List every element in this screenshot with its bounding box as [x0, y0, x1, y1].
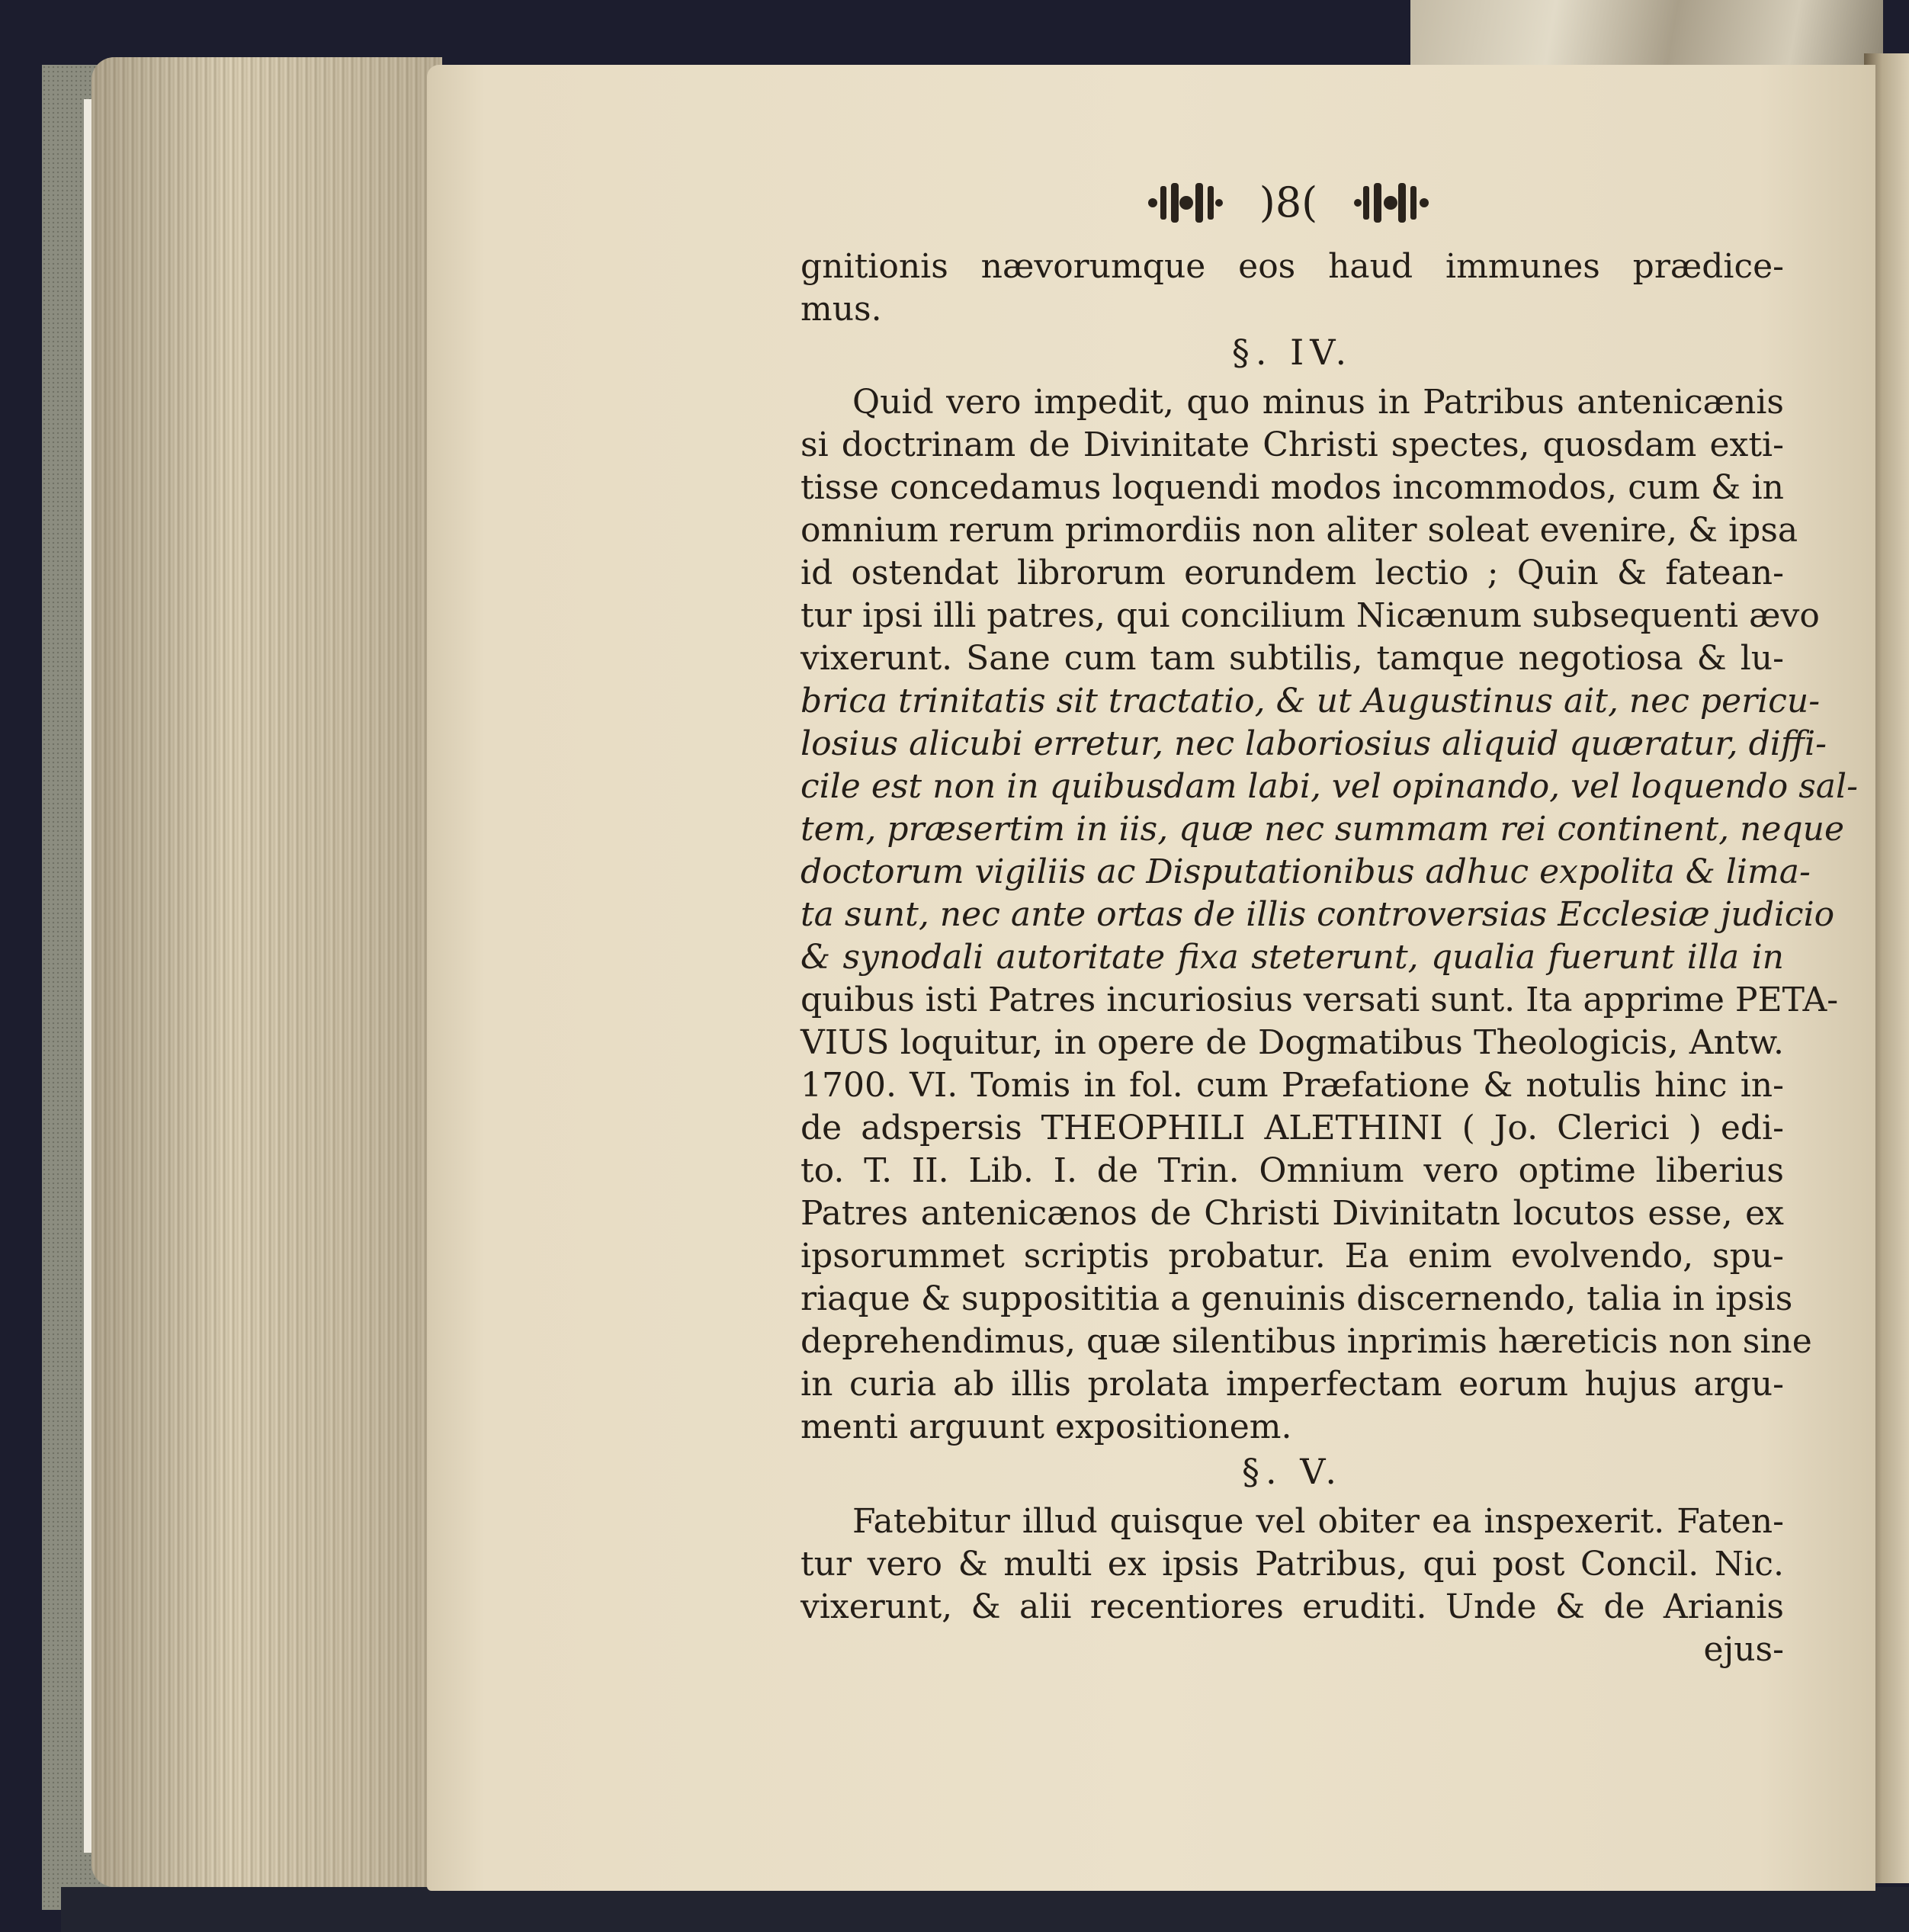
text-line: in curia ab illis prolata imperfectam eorum hujus argu-	[800, 1365, 1784, 1404]
text-line: vixerunt, & alii recentiores eruditi. Unde & de Arianis	[800, 1587, 1784, 1626]
text-line: mus.	[800, 290, 882, 329]
text-line: losius alicubi erretur, nec laboriosius aliquid quæratur, diffi-	[800, 724, 1827, 763]
text-line: VIUS loquitur, in opere de Dogmatibus Theologicis, Antw.	[800, 1023, 1784, 1062]
text-line: tisse concedamus loquendi modos incommodos, cum & in	[800, 468, 1784, 507]
text-line: si doctrinam de Divinitate Christi spectes, quosdam exti-	[800, 425, 1784, 464]
text-line: deprehendimus, quæ silentibus inprimis hæreticis non sine	[800, 1322, 1812, 1361]
text-line: tem, præsertim in iis, quæ nec summam rei continent, neque	[800, 810, 1844, 849]
text-line: ipsorummet scriptis probatur. Ea enim evolvendo, spu-	[800, 1237, 1784, 1276]
text-line: ta sunt, nec ante ortas de illis controversias Ecclesiæ judicio	[800, 895, 1835, 934]
text-line: cile est non in quibusdam labi, vel opinando, vel loquendo sal-	[800, 767, 1858, 806]
text-line: de adspersis THEOPHILI ALETHINI ( Jo. Clerici ) edi-	[800, 1109, 1784, 1147]
page-block-shadow	[91, 57, 442, 1887]
section-heading: §. V.	[1241, 1451, 1343, 1492]
page-number: )8(	[1259, 178, 1318, 226]
catchword: ejus-	[1703, 1630, 1784, 1669]
text-line: Fatebitur illud quisque vel obiter ea inspexerit. Faten-	[852, 1502, 1784, 1541]
ornament-left-icon	[1144, 180, 1224, 226]
text-line: vixerunt. Sane cum tam subtilis, tamque negotiosa & lu-	[800, 639, 1784, 678]
text-line: brica trinitatis sit tractatio, & ut Augustinus ait, nec pericu-	[800, 682, 1821, 720]
text-line: Patres antenicænos de Christi Divinitatn locutos esse, ex	[800, 1194, 1784, 1233]
section-heading: §. IV.	[1231, 332, 1353, 373]
running-header	[1144, 180, 1433, 229]
text-line: doctorum vigiliis ac Disputationibus adhuc expolita & lima-	[800, 852, 1811, 891]
ornament-right-icon	[1353, 180, 1433, 226]
background-strip	[61, 1887, 1909, 1932]
text-line: & synodali autoritate fixa steterunt, qualia fuerunt illa in	[800, 938, 1784, 977]
text-line: id ostendat librorum eorundem lectio ; Quin & fatean-	[800, 554, 1784, 592]
text-line: tur ipsi illi patres, qui concilium Nicænum subsequenti ævo	[800, 596, 1820, 635]
text-line: Quid vero impedit, quo minus in Patribus antenicænis	[852, 383, 1784, 422]
text-line: riaque & supposititia a genuinis discernendo, talia in ipsis	[800, 1279, 1793, 1318]
text-line: 1700. VI. Tomis in fol. cum Præfatione & notulis hinc in-	[800, 1066, 1784, 1105]
text-line: to. T. II. Lib. I. de Trin. Omnium vero optime liberius	[800, 1151, 1784, 1190]
text-line: gnitionis nævorumque eos haud immunes prædice-	[800, 247, 1784, 286]
text-line: tur vero & multi ex ipsis Patribus, qui post Concil. Nic.	[800, 1545, 1784, 1584]
text-line: menti arguunt expositionem.	[800, 1407, 1292, 1446]
text-line: quibus isti Patres incuriosius versati sunt. Ita apprime PETA-	[800, 980, 1839, 1019]
text-line: omnium rerum primordiis non aliter soleat evenire, & ipsa	[800, 511, 1798, 550]
